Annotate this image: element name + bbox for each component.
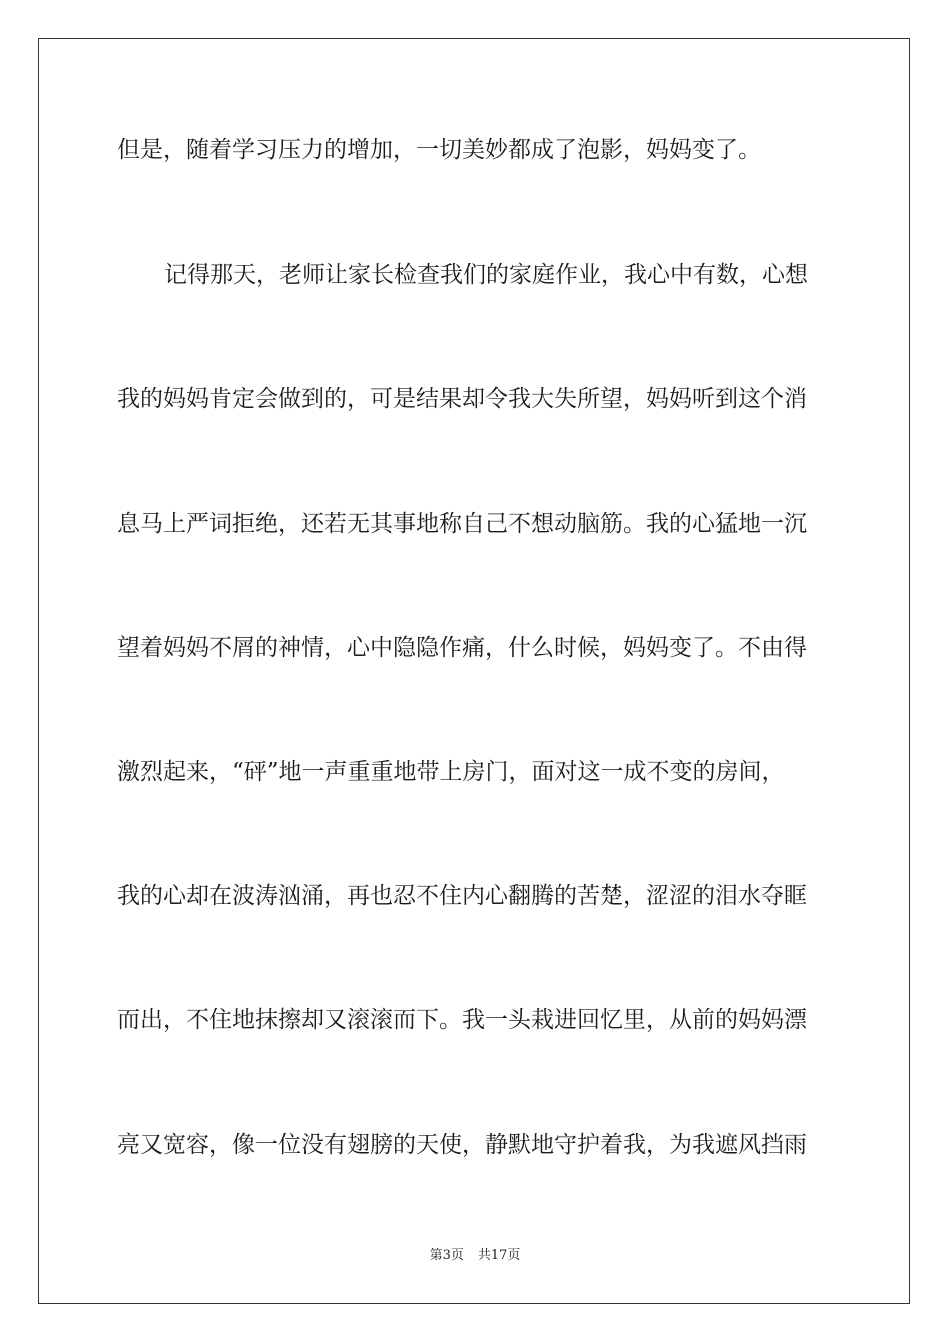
text-line: 我的心却在波涛汹涌，再也忍不住内心翻腾的苦楚，涩涩的泪水夺眶: [117, 883, 807, 909]
page-total: 共17页: [477, 1248, 521, 1263]
text-line: 亮又宽容，像一位没有翅膀的天使，静默地守护着我，为我遮风挡雨: [117, 1132, 807, 1158]
text-line: 望着妈妈不屑的神情，心中隐隐作痛，什么时候，妈妈变了。不由得: [117, 635, 807, 661]
text-line: 而出，不住地抹擦却又滚滚而下。我一头栽进回忆里，从前的妈妈漂: [117, 1007, 807, 1033]
text-line: 但是，随着学习压力的增加，一切美妙都成了泡影，妈妈变了。: [117, 137, 761, 163]
page-border: [38, 38, 910, 1304]
text-line: 我的妈妈肯定会做到的，可是结果却令我大失所望，妈妈听到这个消: [117, 386, 807, 412]
text-line: 记得那天，老师让家长检查我们的家庭作业，我心中有数，心想: [164, 262, 808, 288]
text-line: 息马上严词拒绝，还若无其事地称自己不想动脑筋。我的心猛地一沉: [117, 511, 807, 537]
text-line: 激烈起来，“砰”地一声重重地带上房门，面对这一成不变的房间，: [117, 759, 785, 785]
page-footer: [0, 1247, 950, 1265]
page-number: 第3页: [429, 1248, 464, 1263]
